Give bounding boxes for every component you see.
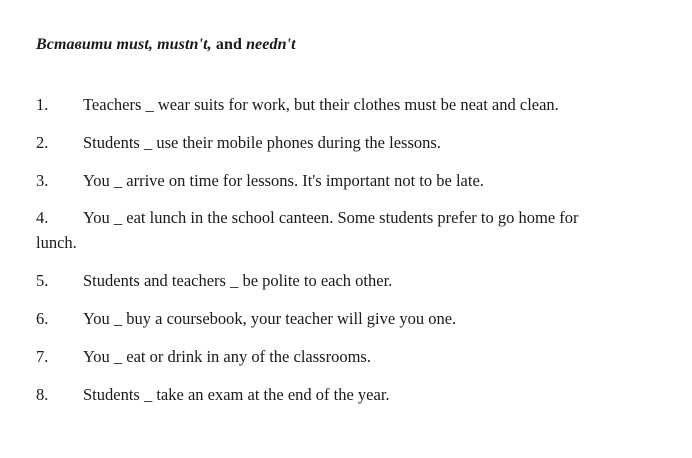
exercise-title (36, 36, 296, 54)
exercise-item (36, 344, 672, 369)
item-text: You _ eat or drink in any of the classrooms. (83, 347, 371, 366)
exercise-item (36, 92, 672, 117)
item-number: 1. (36, 95, 49, 114)
exercise-item (36, 168, 672, 193)
item-number: 8. (36, 385, 49, 404)
item-text: You _ eat lunch in the school canteen. Some students prefer to go home for (83, 208, 579, 227)
item-text: Students _ use their mobile phones during the lessons. (83, 133, 441, 152)
exercise-item (36, 382, 672, 407)
item-number: 7. (36, 347, 49, 366)
exercise-item (36, 130, 672, 155)
title-part3: needn't (246, 36, 296, 53)
item-text: You _ buy a coursebook, your teacher will give you one. (83, 309, 457, 328)
item-continuation: lunch. (36, 233, 77, 252)
item-text: Students and teachers _ be polite to each other. (83, 271, 393, 290)
item-number: 2. (36, 133, 49, 152)
exercise-item (36, 205, 672, 255)
item-number: 6. (36, 309, 49, 328)
item-text: Students _ take an exam at the end of the year. (83, 385, 390, 404)
item-number: 5. (36, 271, 49, 290)
item-number: 3. (36, 171, 49, 190)
item-text: You _ arrive on time for lessons. It's important not to be late. (83, 171, 484, 190)
title-part2: and (215, 36, 242, 53)
exercise-item (36, 306, 672, 331)
item-number: 4. (36, 208, 49, 227)
item-text: Teachers _ wear suits for work, but their clothes must be neat and clean. (83, 95, 559, 114)
exercise-item (36, 268, 672, 293)
title-part1: Вставити must, mustn't, (36, 36, 212, 53)
